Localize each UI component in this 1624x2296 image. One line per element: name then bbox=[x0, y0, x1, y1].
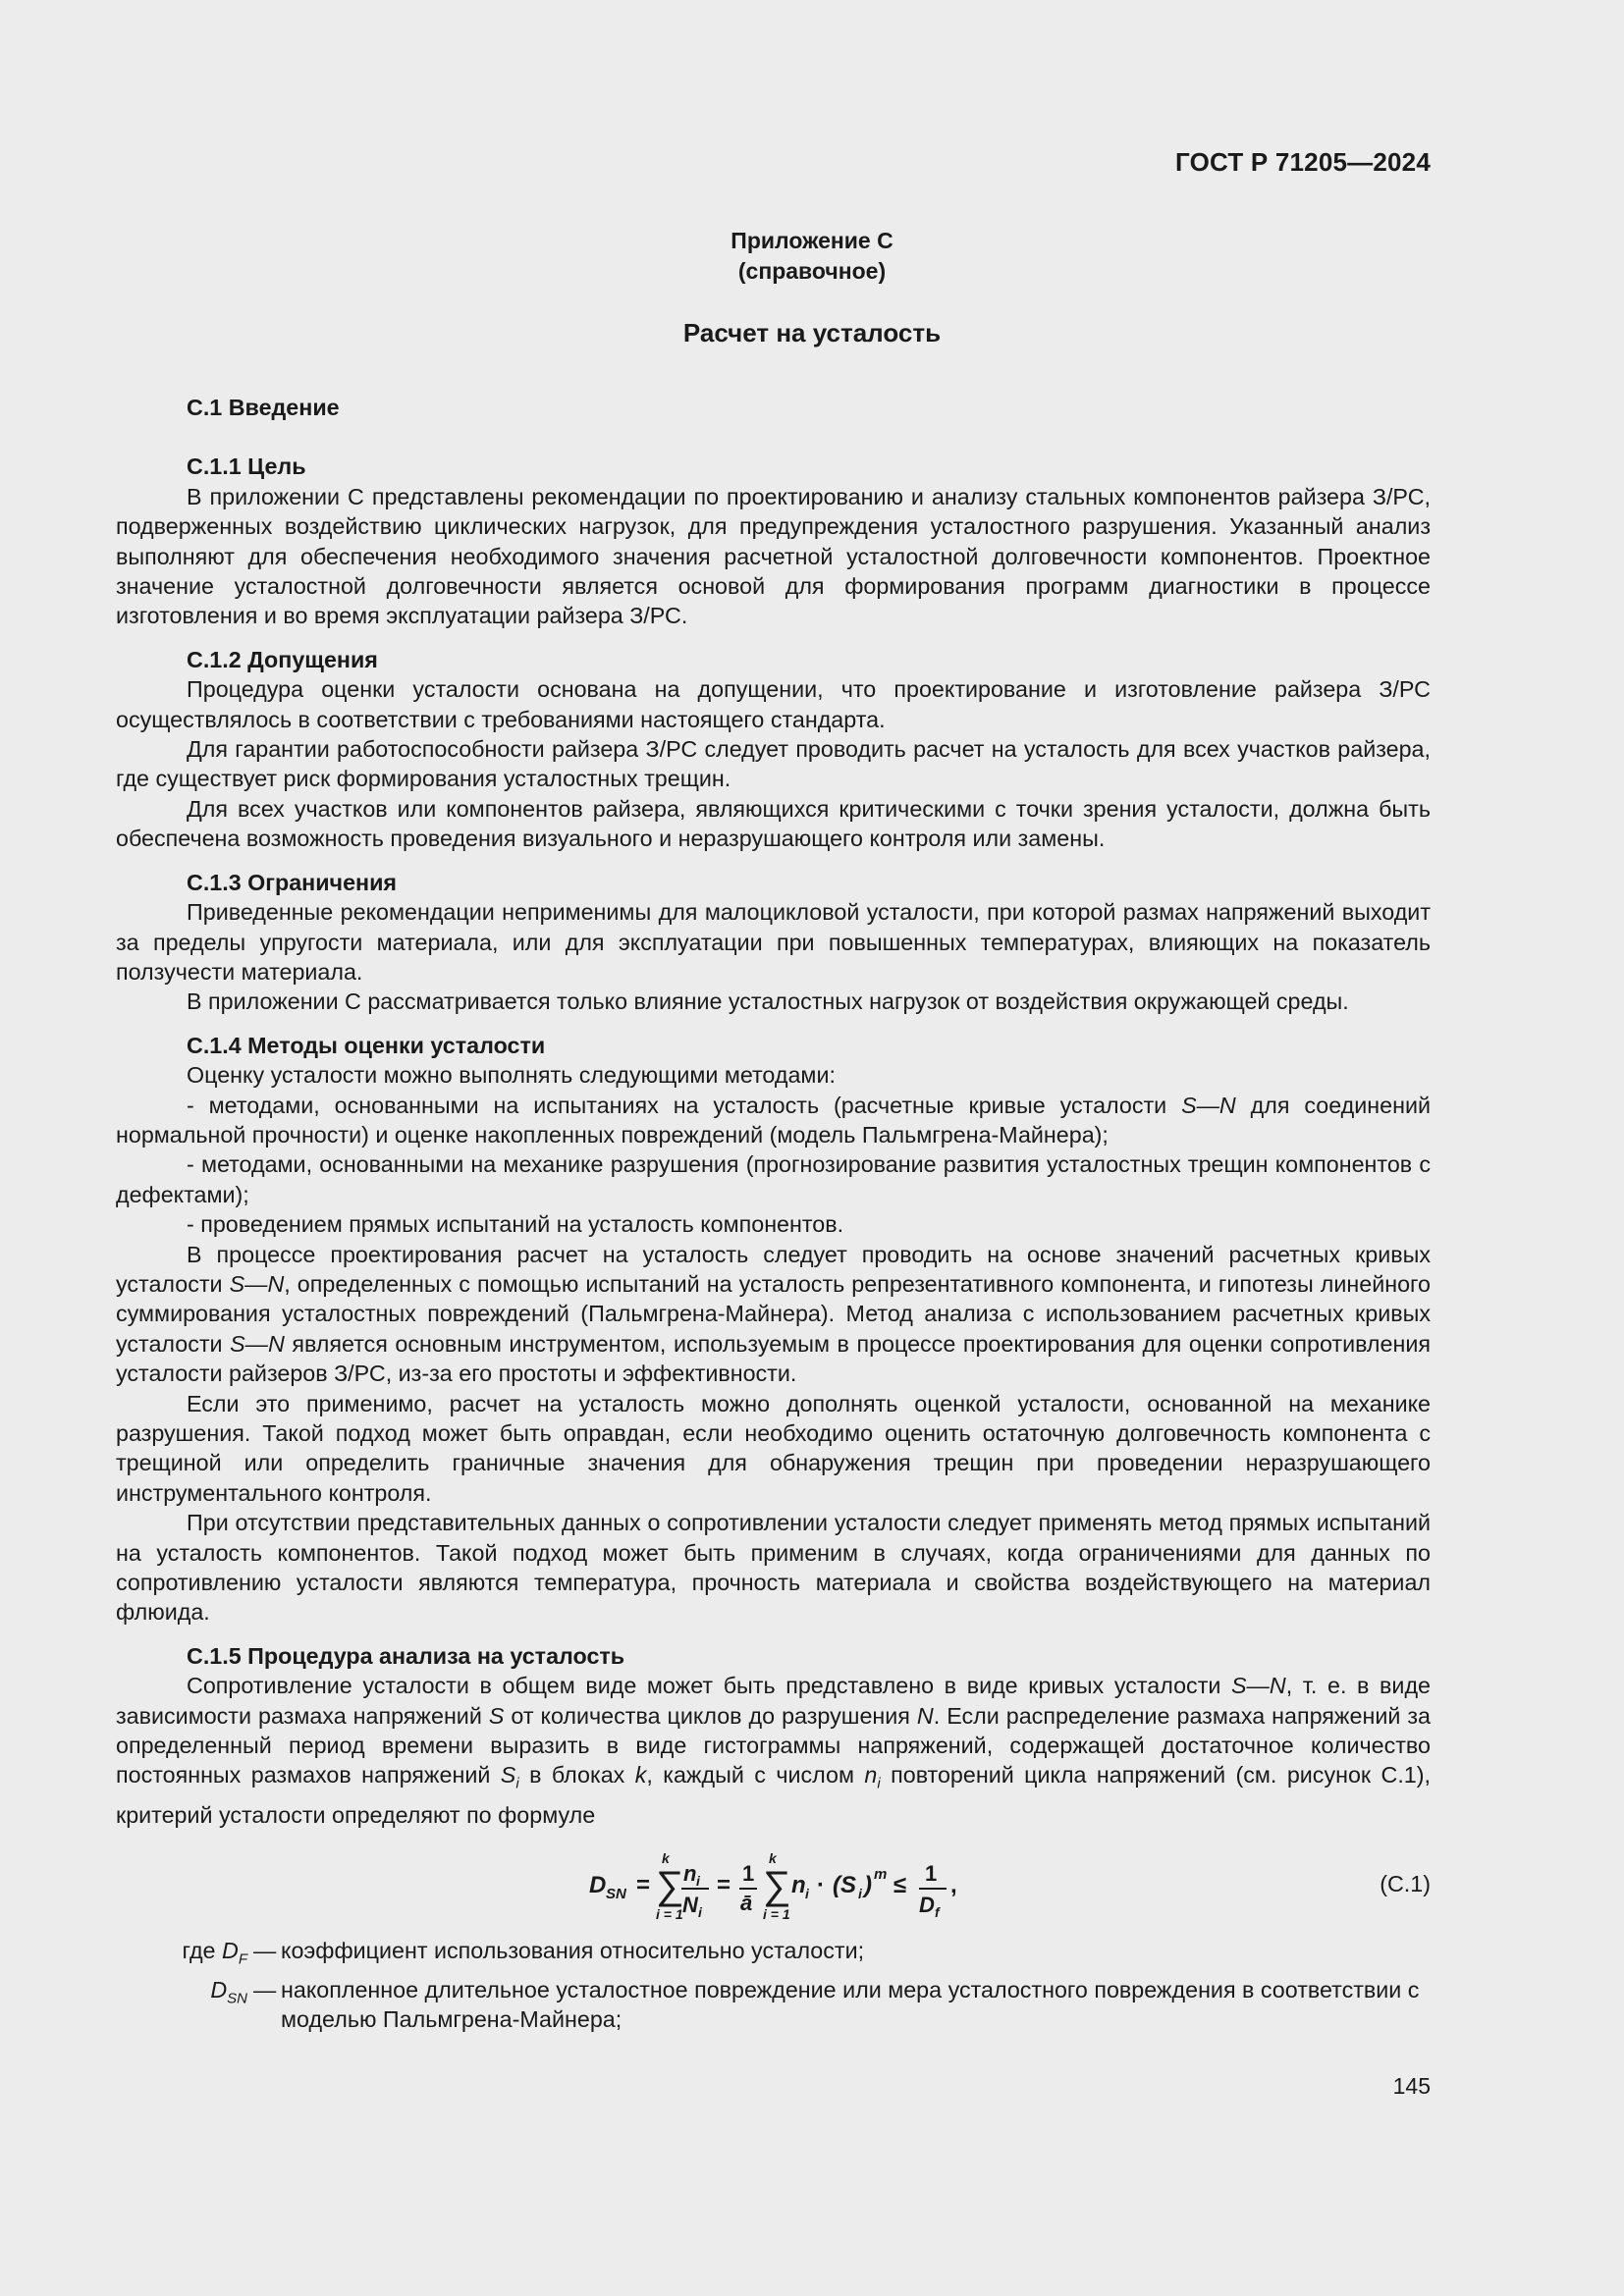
formula-one-2: 1 bbox=[925, 1860, 938, 1886]
formula-eq: = bbox=[636, 1871, 651, 1898]
formula-one: 1 bbox=[742, 1860, 755, 1886]
formula-exp: m bbox=[874, 1865, 888, 1883]
definition-text: накопленное длительное усталостное повреждение или мера усталостного повреждения в соответствии с моделью Пальмгрена-Майнера; bbox=[281, 1977, 1420, 2033]
page-number: 145 bbox=[1392, 2073, 1431, 2099]
formula-eq-2: = bbox=[717, 1871, 731, 1898]
list-item: - методами, основанными на испытаниях на усталость (расчетные кривые усталости S—N для соединений нормальной прочности) и оценке накопленных повреждений (модель Пальмгрена-Майнера); bbox=[116, 1092, 1431, 1148]
sum-top: k bbox=[662, 1849, 670, 1866]
formula-lhs: D bbox=[589, 1871, 607, 1898]
paragraph: Процедура оценки усталости основана на допущении, что проектирование и изготовление райзера З/РС осуществлялось в соответствии с требованиями настоящего стандарта. bbox=[116, 676, 1431, 732]
formula-df: D bbox=[919, 1892, 935, 1917]
formula-num: n bbox=[683, 1860, 697, 1886]
paragraph: В приложении С рассматривается только влияние усталостных нагрузок от воздействия окружающей среды. bbox=[187, 988, 1349, 1015]
formula-den-sub: i bbox=[698, 1903, 702, 1920]
symbol-definitions bbox=[116, 1936, 1431, 2035]
formula-s-close: ) bbox=[864, 1871, 872, 1898]
formula-num-sub: i bbox=[696, 1872, 700, 1889]
paragraph: В процессе проектирования расчет на усталость следует проводить на основе значений расчетных кривых усталости S—N, определенных с помощью испытаний на усталость репрезентативного компонента, и гипотезы линейного суммирования усталостных повреждений (Пальмгрена-Майнера). Метод анализа с использованием расчетных кривых усталости S—N является основным инструментом, используемым в процессе проектирования для оценки сопротивления усталости райзеров З/РС, из-за его простоты и эффективности. bbox=[116, 1241, 1431, 1387]
formula-den: N bbox=[682, 1892, 698, 1917]
formula-dot: · bbox=[817, 1871, 825, 1898]
paragraph: В приложении С представлены рекомендации по проектированию и анализу стальных компонентов райзера З/РС, подверженных воздействию циклических нагрузок, для предупреждения усталостного разрушения. Указанный анализ выполняют для обеспечения необходимого значения расчетной усталостной долговечности компонентов. Проектное значение усталостной долговечности является основой для формирования программ диагностики в процессе изготовления и во время эксплуатации райзера З/РС. bbox=[116, 483, 1431, 629]
section-heading-c11: С.1.1 Цель bbox=[187, 454, 306, 480]
definition-row: $D_{SN}$ — накопленное длительное усталостное повреждение или мера усталостного повреждения в соответствии с моделью Пальмгрена-Майнера; bbox=[116, 1975, 1431, 2035]
fatigue-criterion-formula bbox=[587, 1843, 1098, 1928]
paragraph: Сопротивление усталости в общем виде может быть представлено в виде кривых усталости S—N, т. е. в виде зависимости размаха напряжений S от количества циклов до разрушения N. Если распределение размаха напряжений за определенный период времени выразить в виде гистограммы напряжений, содержащей достаточное количество постоянных размахов напряжений $S_i$ в блоках k, каждый с числом $n_i$ повторений цикла напряжений (см. рисунок С.1), критерий усталости определяют по формуле bbox=[116, 1673, 1431, 1828]
sum-bottom-2: i = 1 bbox=[763, 1905, 790, 1922]
paragraph: Для всех участков или компонентов райзера, являющихся критическими с точки зрения усталости, должна быть обеспечена возможность проведения визуального и неразрушающего контроля или замены. bbox=[116, 795, 1431, 852]
formula-a-bar: ā bbox=[740, 1890, 753, 1915]
formula-c1 bbox=[116, 1843, 1431, 1928]
sum-top-2: k bbox=[769, 1849, 777, 1866]
definition-row: где $D_F$ — коэффициент использования относительно усталости; bbox=[116, 1936, 1431, 1975]
sum-symbol-2: ∑ bbox=[763, 1863, 791, 1907]
paragraph: Для гарантии работоспособности райзера З/РС следует проводить расчет на усталость для всех участков райзера, где существует риск формирования усталостных трещин. bbox=[116, 736, 1431, 792]
paragraph: Оценку усталости можно выполнять следующими методами: bbox=[187, 1062, 836, 1089]
formula-le: ≤ bbox=[893, 1871, 907, 1898]
formula-lhs-sub: SN bbox=[606, 1885, 626, 1902]
section-heading-c15: С.1.5 Процедура анализа на усталость bbox=[187, 1642, 625, 1669]
formula-term-sub: i bbox=[805, 1885, 809, 1901]
formula-term: n bbox=[791, 1871, 806, 1898]
formula-df-sub: f bbox=[935, 1903, 940, 1920]
section-heading-c12: С.1.2 Допущения bbox=[187, 646, 378, 672]
paragraph: Приведенные рекомендации неприменимы для малоцикловой усталости, при которой размах напряжений выходит за пределы упругости материала, или для эксплуатации при повышенных температурах, влияющих на показатель ползучести материала. bbox=[116, 899, 1431, 985]
paragraph: При отсутствии представительных данных о сопротивлении усталости следует применять метод прямых испытаний на усталость компонентов. Такой подход может быть применим в случаях, когда ограничениями для данных по сопротивлению усталости являются температура, прочность материала и свойства воздействующего на материал флюида. bbox=[116, 1510, 1431, 1626]
list-item: - методами, основанными на механике разрушения (прогнозирование развития усталостных трещин компонентов с дефектами); bbox=[116, 1151, 1431, 1207]
annex-type: (справочное) bbox=[737, 258, 887, 284]
formula-number: (С.1) bbox=[1380, 1870, 1431, 1896]
section-heading-c1: С.1 Введение bbox=[187, 395, 340, 420]
paragraph: Если это применимо, расчет на усталость можно дополнять оценкой усталости, основанной на механике разрушения. Такой подход может быть оправдан, если необходимо оценить остаточную долговечность компонента с трещиной или определить граничные значения для обнаружения трещин при проведении неразрушающего инструментального контроля. bbox=[116, 1390, 1431, 1506]
definition-symbol: D bbox=[222, 1937, 239, 1963]
formula-s: (S bbox=[833, 1871, 856, 1898]
definition-text: коэффициент использования относительно усталости; bbox=[281, 1937, 865, 1963]
document-body bbox=[116, 393, 1431, 2035]
section-heading-c13: С.1.3 Ограничения bbox=[187, 869, 398, 895]
annex-heading: Расчет на усталость bbox=[682, 318, 942, 347]
list-item: - проведением прямых испытаний на усталость компонентов. bbox=[187, 1211, 844, 1238]
annex-title-block bbox=[0, 226, 1624, 287]
section-heading-c14: С.1.4 Методы оценки усталости bbox=[187, 1032, 546, 1058]
standard-designation: ГОСТ Р 71205—2024 bbox=[1175, 147, 1431, 177]
sum-symbol-1: ∑ bbox=[656, 1863, 684, 1907]
definition-symbol: D bbox=[210, 1977, 228, 2002]
formula-comma: , bbox=[950, 1871, 957, 1898]
annex-title: Приложение С bbox=[731, 228, 893, 253]
sum-bottom: i = 1 bbox=[656, 1905, 683, 1922]
formula-s-sub: i bbox=[858, 1885, 862, 1901]
